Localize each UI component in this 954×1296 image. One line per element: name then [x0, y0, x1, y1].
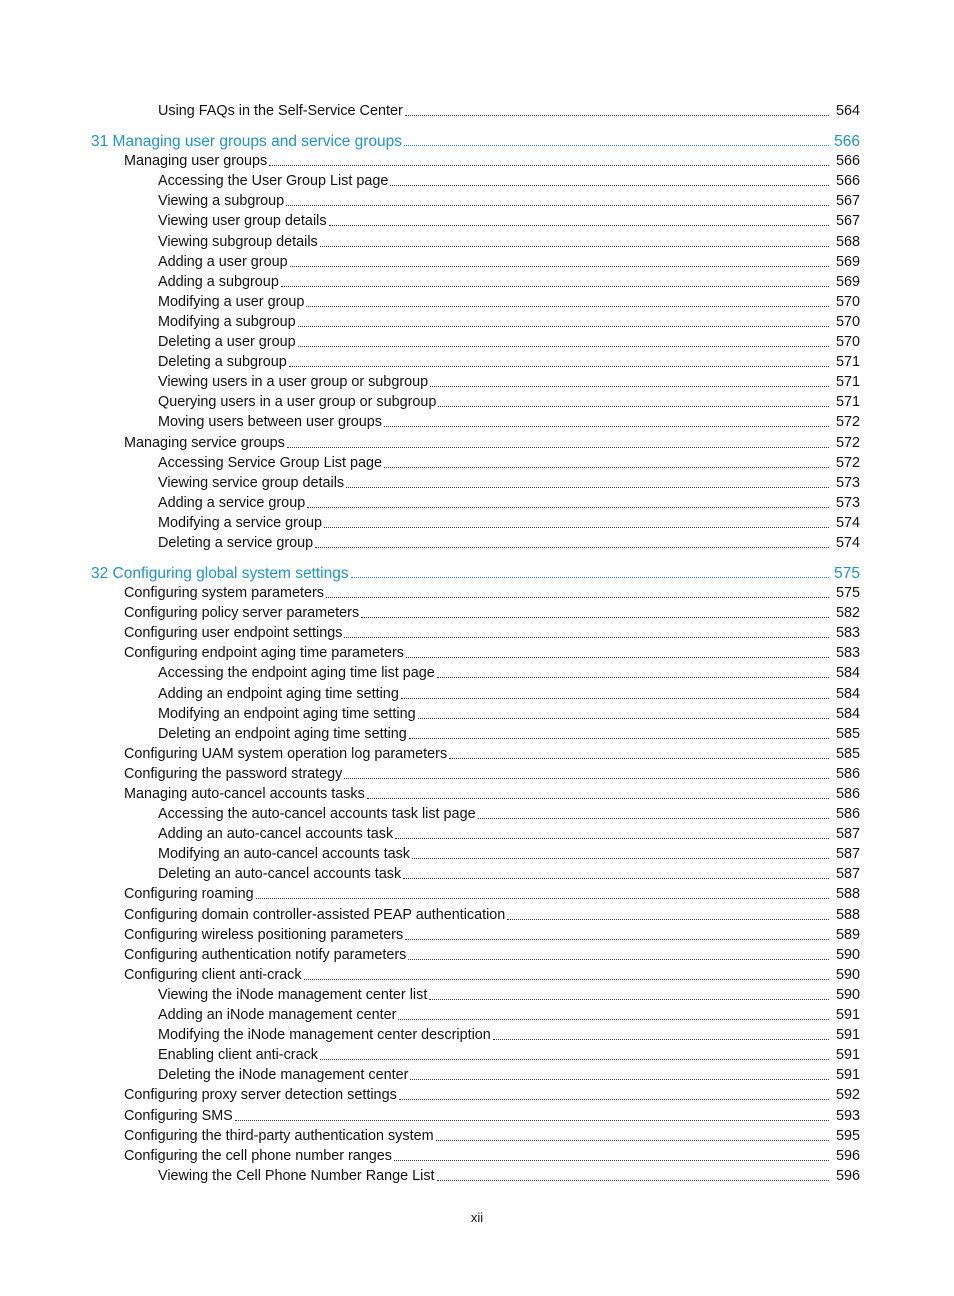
toc-entry-title: Adding a service group [158, 494, 306, 511]
toc-entry[interactable] [0, 331, 954, 351]
toc-entry-page: 571 [835, 354, 860, 371]
toc-entry-title: Viewing users in a user group or subgroup [158, 374, 429, 391]
toc-entry[interactable] [0, 1104, 954, 1124]
toc-entry-title: Configuring domain controller-assisted PEAP authentication [124, 906, 506, 923]
toc-entry[interactable] [0, 251, 954, 271]
toc-entry-page: 586 [835, 806, 860, 823]
toc-entry-title: Managing user groups [124, 153, 268, 170]
toc-entry-title: Adding an auto-cancel accounts task [158, 826, 394, 843]
toc-entry[interactable] [0, 883, 954, 903]
toc-entry[interactable] [0, 311, 954, 331]
toc-entry-title: Configuring proxy server detection settings [124, 1087, 397, 1104]
toc-entry-page: 593 [835, 1107, 860, 1124]
toc-entry-page: 584 [835, 705, 860, 722]
toc-entry-title: 32 Configuring global system settings [91, 564, 349, 582]
toc-entry-title: Adding a user group [158, 253, 288, 270]
toc-entry-page: 583 [835, 625, 860, 642]
toc-entry[interactable] [0, 1064, 954, 1084]
dot-leader [405, 115, 829, 116]
dot-leader [390, 185, 829, 186]
toc-entry[interactable] [0, 622, 954, 642]
toc-entry-page: 586 [835, 786, 860, 802]
toc-entry-page: 590 [835, 966, 860, 983]
dot-leader [344, 778, 829, 779]
dot-leader [436, 1140, 829, 1141]
toc-entry-title: Configuring the cell phone number ranges [124, 1147, 392, 1164]
toc-entry-page: 588 [835, 906, 860, 923]
dot-leader [290, 266, 829, 267]
dot-leader [320, 246, 829, 247]
dot-leader [298, 346, 829, 347]
toc-entry-title: Deleting an endpoint aging time setting [158, 725, 407, 742]
toc-entry[interactable] [0, 582, 954, 602]
toc-entry-title: 31 Managing user groups and service groups [91, 133, 403, 151]
toc-entry-title: Modifying a subgroup [158, 313, 296, 330]
toc-entry[interactable] [0, 1084, 954, 1104]
dot-leader [408, 959, 829, 960]
dot-leader [384, 467, 829, 468]
toc-entry-title: Modifying an auto-cancel accounts task [158, 846, 410, 863]
toc-entry-title: Accessing Service Group List page [158, 454, 382, 471]
toc-entry-title: Accessing the auto-cancel accounts task list page [158, 806, 476, 823]
toc-entry-title: Configuring roaming [124, 886, 254, 903]
dot-leader [324, 527, 829, 528]
toc-entry-title: Configuring client anti-crack [124, 966, 302, 983]
toc-entry-title: Managing auto-cancel accounts tasks [124, 786, 365, 802]
toc-entry-page: 587 [835, 866, 860, 883]
toc-entry[interactable] [0, 602, 954, 622]
dot-leader [394, 1160, 829, 1161]
dot-leader [287, 447, 829, 448]
toc-entry-page: 574 [835, 514, 860, 531]
toc-entry-page: 584 [835, 685, 860, 702]
toc-entry[interactable] [0, 1024, 954, 1044]
dot-leader [493, 1039, 829, 1040]
toc-entry-title: Modifying a service group [158, 514, 322, 531]
dot-leader [507, 919, 829, 920]
toc-entry-page: 567 [835, 213, 860, 230]
dot-leader [235, 1120, 829, 1121]
toc-entry-page: 587 [835, 826, 860, 843]
toc-entry[interactable] [0, 532, 954, 552]
dot-leader [406, 657, 829, 658]
dot-leader [398, 1019, 829, 1020]
toc-entry[interactable] [0, 492, 954, 512]
toc-entry-page: 566 [834, 133, 860, 151]
toc-entry[interactable] [0, 682, 954, 702]
toc-entry-title: Configuring user endpoint settings [124, 625, 343, 642]
toc-entry-page: 571 [835, 394, 860, 411]
dot-leader [367, 798, 829, 799]
dot-leader [315, 547, 829, 548]
toc-entry[interactable] [0, 351, 954, 371]
toc-entry[interactable] [0, 662, 954, 682]
toc-entry-page: 571 [835, 374, 860, 391]
dot-leader [418, 718, 829, 719]
toc-chapter-entry[interactable] [0, 561, 954, 582]
toc-entry-title: Configuring the third-party authentication system [124, 1127, 434, 1144]
toc-entry[interactable] [0, 743, 954, 763]
toc-entry-page: 584 [835, 665, 860, 682]
toc-entry-page: 570 [835, 313, 860, 330]
dot-leader [298, 326, 829, 327]
toc-entry-title: Viewing a subgroup [158, 193, 285, 210]
toc-entry[interactable] [0, 391, 954, 411]
toc-entry-page: 569 [835, 253, 860, 270]
toc-entry-page: 572 [835, 414, 860, 431]
dot-leader [430, 386, 829, 387]
toc-entry-page: 586 [835, 765, 860, 782]
dot-leader [395, 838, 829, 839]
dot-leader [403, 878, 829, 879]
toc-entry-page: 591 [835, 1047, 860, 1064]
toc-entry[interactable] [0, 723, 954, 743]
dot-leader [351, 577, 829, 578]
toc-entry-title: Configuring system parameters [124, 585, 324, 602]
toc-entry[interactable] [0, 1145, 954, 1165]
toc-entry[interactable] [0, 903, 954, 923]
toc-entry-page: 572 [835, 454, 860, 471]
toc-entry[interactable] [0, 843, 954, 863]
toc-entry[interactable] [0, 783, 954, 803]
dot-leader [412, 858, 829, 859]
toc-entry[interactable] [0, 803, 954, 823]
toc-entry[interactable] [0, 210, 954, 230]
dot-leader [429, 999, 829, 1000]
toc-entry[interactable] [0, 944, 954, 964]
toc-entry-page: 590 [835, 946, 860, 963]
toc-entry-title: Modifying an endpoint aging time setting [158, 705, 416, 722]
dot-leader [306, 306, 829, 307]
dot-leader [438, 406, 829, 407]
toc-entry-title: Querying users in a user group or subgroup [158, 394, 437, 411]
toc-entry-page: 585 [835, 725, 860, 742]
toc-entry-page: 574 [835, 534, 860, 551]
toc-entry-title: Configuring endpoint aging time parameters [124, 645, 404, 662]
toc-entry[interactable] [0, 170, 954, 190]
toc-entry[interactable] [0, 291, 954, 311]
dot-leader [404, 145, 829, 146]
toc-entry[interactable] [0, 823, 954, 843]
toc-entry-page: 582 [835, 605, 860, 622]
toc-entry[interactable] [0, 642, 954, 662]
toc-entry-page: 595 [835, 1127, 860, 1144]
toc-entry[interactable] [0, 964, 954, 984]
toc-entry[interactable] [0, 150, 954, 170]
dot-leader [405, 939, 829, 940]
toc-entry-page: 569 [835, 273, 860, 290]
toc-entry[interactable] [0, 371, 954, 391]
toc-entry[interactable] [0, 1004, 954, 1024]
toc-entry-page: 591 [835, 1007, 860, 1024]
toc-entry-page: 589 [835, 926, 860, 943]
toc-entry[interactable] [0, 472, 954, 492]
dot-leader [437, 1180, 829, 1181]
dot-leader [307, 507, 829, 508]
toc-entry-title: Adding a subgroup [158, 273, 279, 290]
toc-entry[interactable] [0, 1044, 954, 1064]
toc-entry-title: Configuring the password strategy [124, 765, 343, 782]
dot-leader [281, 286, 829, 287]
toc-entry-title: Deleting the iNode management center [158, 1067, 409, 1084]
dot-leader [346, 487, 829, 488]
toc-entry-title: Accessing the User Group List page [158, 173, 389, 190]
dot-leader [269, 165, 829, 166]
toc-entry[interactable] [0, 1125, 954, 1145]
toc-entry-title: Configuring authentication notify parameters [124, 946, 407, 963]
toc-entry-title: Configuring policy server parameters [124, 605, 360, 622]
toc-entry-title: Accessing the endpoint aging time list page [158, 665, 435, 682]
toc-entry-title: Viewing the iNode management center list [158, 986, 428, 1003]
toc-chapter-entry[interactable] [0, 129, 954, 150]
dot-leader [409, 738, 829, 739]
page-number: xii [470, 1210, 484, 1225]
toc-entry-page: 573 [835, 494, 860, 511]
toc-entry-page: 592 [835, 1087, 860, 1104]
toc-entry-title: Adding an endpoint aging time setting [158, 685, 399, 702]
toc-entry-page: 572 [835, 434, 860, 451]
toc-entry-title: Deleting a user group [158, 334, 296, 351]
toc-entry[interactable] [0, 431, 954, 451]
dot-leader [361, 617, 829, 618]
toc-entry-title: Using FAQs in the Self-Service Center [158, 103, 403, 120]
toc-entry-title: Modifying a user group [158, 293, 305, 310]
dot-leader [401, 698, 829, 699]
toc-entry[interactable] [0, 271, 954, 291]
toc-entry-title: Deleting a subgroup [158, 354, 287, 371]
toc-entry-page: 587 [835, 846, 860, 863]
dot-leader [304, 979, 829, 980]
toc-entry[interactable] [0, 984, 954, 1004]
toc-entry-title: Configuring SMS [124, 1107, 233, 1124]
toc-entry-title: Configuring wireless positioning parameters [124, 926, 404, 943]
toc-entry[interactable] [0, 190, 954, 210]
toc-entry[interactable] [0, 1165, 954, 1185]
toc-entry[interactable] [0, 924, 954, 944]
toc-entry-page: 573 [835, 474, 860, 491]
toc-entry[interactable] [0, 230, 954, 250]
toc-entry-page: 575 [835, 585, 860, 602]
toc-entry-title: Viewing user group details [158, 213, 327, 230]
toc-entry-title: Enabling client anti-crack [158, 1047, 318, 1064]
toc-entry-title: Deleting a service group [158, 534, 314, 551]
toc-entry-page: 564 [835, 103, 860, 120]
toc-entry-page: 596 [835, 1147, 860, 1164]
dot-leader [256, 898, 829, 899]
toc-entry-page: 591 [835, 1027, 860, 1044]
toc-entry[interactable] [0, 512, 954, 532]
dot-leader [344, 637, 829, 638]
toc-entry-page: 575 [834, 564, 860, 582]
dot-leader [384, 426, 829, 427]
toc-entry-page: 566 [835, 153, 860, 170]
toc-entry-page: 590 [835, 986, 860, 1003]
toc-entry-title: Moving users between user groups [158, 414, 382, 431]
toc-entry-page: 583 [835, 645, 860, 662]
toc-entry[interactable] [0, 863, 954, 883]
toc-entry-title: Managing service groups [124, 434, 285, 451]
toc-entry-page: 588 [835, 886, 860, 903]
toc-entry-page: 566 [835, 173, 860, 190]
toc-entry-page: 567 [835, 193, 860, 210]
toc-entry-page: 585 [835, 745, 860, 762]
toc-entry-title: Modifying the iNode management center description [158, 1027, 491, 1044]
dot-leader [410, 1079, 829, 1080]
toc-entry-page: 570 [835, 334, 860, 351]
toc-entry[interactable] [0, 411, 954, 431]
toc-entry-title: Deleting an auto-cancel accounts task [158, 866, 402, 883]
toc-entry[interactable] [0, 452, 954, 472]
dot-leader [449, 758, 829, 759]
table-of-contents [0, 100, 954, 1185]
toc-entry-title: Viewing subgroup details [158, 233, 318, 250]
toc-entry-title: Viewing service group details [158, 474, 345, 491]
toc-entry-page: 568 [835, 233, 860, 250]
dot-leader [326, 597, 829, 598]
dot-leader [437, 677, 829, 678]
toc-entry-title: Adding an iNode management center [158, 1007, 397, 1024]
toc-entry[interactable] [0, 703, 954, 723]
toc-entry-page: 591 [835, 1067, 860, 1084]
dot-leader [289, 366, 829, 367]
dot-leader [399, 1099, 829, 1100]
dot-leader [320, 1059, 829, 1060]
toc-entry[interactable] [0, 100, 954, 120]
toc-entry-page: 596 [835, 1167, 860, 1184]
toc-entry-page: 570 [835, 293, 860, 310]
dot-leader [478, 818, 829, 819]
toc-entry-title: Viewing the Cell Phone Number Range List [158, 1167, 435, 1184]
toc-entry-title: Configuring UAM system operation log parameters [124, 745, 448, 762]
dot-leader [329, 225, 829, 226]
dot-leader [286, 205, 829, 206]
toc-entry[interactable] [0, 763, 954, 783]
